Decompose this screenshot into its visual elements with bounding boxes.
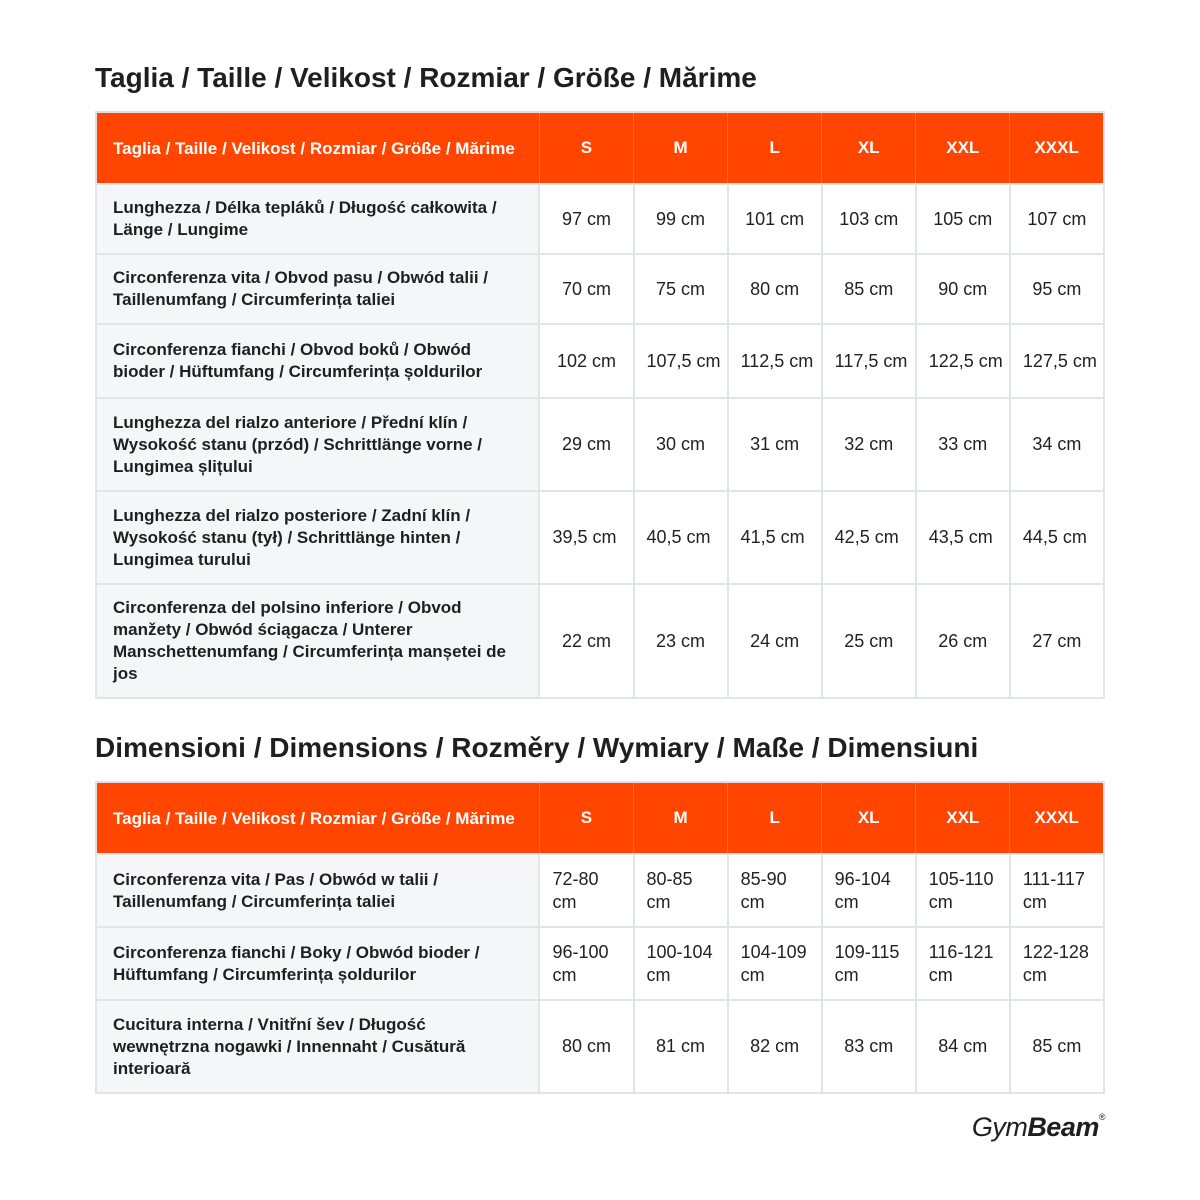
table-header-row [96, 112, 1104, 184]
table-cell: 44,5 cm [1010, 491, 1104, 584]
table-row [96, 324, 1104, 398]
header-size-xl: XL [822, 112, 916, 184]
table-cell: 24 cm [728, 584, 822, 698]
table-cell: 25 cm [822, 584, 916, 698]
table-cell: 82 cm [728, 1000, 822, 1093]
table-row [96, 398, 1104, 491]
table-cell: 107 cm [1010, 184, 1104, 254]
table-header-row [96, 782, 1104, 854]
table-cell: 41,5 cm [728, 491, 822, 584]
table-row [96, 184, 1104, 254]
table-cell: 96-100 cm [539, 927, 633, 1000]
registered-mark: ® [1098, 1112, 1105, 1122]
table-cell: 83 cm [822, 1000, 916, 1093]
header-size-m: M [634, 782, 728, 854]
table-cell: 30 cm [634, 398, 728, 491]
table-cell: 105-110 cm [916, 854, 1010, 927]
table-cell: 122-128 cm [1010, 927, 1104, 1000]
table-cell: 80 cm [539, 1000, 633, 1093]
table-cell: 122,5 cm [916, 324, 1010, 398]
table-cell: 85 cm [1010, 1000, 1104, 1093]
table-row [96, 584, 1104, 698]
table-cell: 90 cm [916, 254, 1010, 324]
row-label: Lunghezza del rialzo anteriore / Přední klín / Wysokość stanu (przód) / Schrittlänge vorne / Lungimea șlițului [96, 398, 539, 491]
header-size-xxl: XXL [916, 782, 1010, 854]
table-cell: 101 cm [728, 184, 822, 254]
table-cell: 31 cm [728, 398, 822, 491]
table-cell: 42,5 cm [822, 491, 916, 584]
table-row [96, 854, 1104, 927]
table-cell: 102 cm [539, 324, 633, 398]
table-cell: 112,5 cm [728, 324, 822, 398]
table-row [96, 491, 1104, 584]
table-cell: 40,5 cm [634, 491, 728, 584]
row-label: Circonferenza del polsino inferiore / Obvod manžety / Obwód ściągacza / Unterer Manschettenumfang / Circumferința manșetei de jos [96, 584, 539, 698]
row-label: Circonferenza fianchi / Boky / Obwód bioder / Hüftumfang / Circumferința șoldurilor [96, 927, 539, 1000]
table-cell: 116-121 cm [916, 927, 1010, 1000]
table-row [96, 927, 1104, 1000]
header-label-cell: Taglia / Taille / Velikost / Rozmiar / Größe / Mărime [96, 112, 539, 184]
header-size-xxxl: XXXL [1010, 112, 1104, 184]
row-label: Lunghezza / Délka tepláků / Długość całkowita / Länge / Lungime [96, 184, 539, 254]
table-cell: 22 cm [539, 584, 633, 698]
header-size-s: S [539, 112, 633, 184]
table-cell: 99 cm [634, 184, 728, 254]
table-cell: 117,5 cm [822, 324, 916, 398]
header-size-s: S [539, 782, 633, 854]
table-cell: 29 cm [539, 398, 633, 491]
table-cell: 27 cm [1010, 584, 1104, 698]
table-row [96, 254, 1104, 324]
table-cell: 80 cm [728, 254, 822, 324]
table-cell: 105 cm [916, 184, 1010, 254]
size-table [95, 111, 1105, 699]
table-cell: 103 cm [822, 184, 916, 254]
header-size-xl: XL [822, 782, 916, 854]
table-cell: 100-104 cm [634, 927, 728, 1000]
table-cell: 34 cm [1010, 398, 1104, 491]
header-size-m: M [634, 112, 728, 184]
dimensions-table-title: Dimensioni / Dimensions / Rozměry / Wymiary / Maße / Dimensiuni [95, 732, 979, 763]
table-cell: 97 cm [539, 184, 633, 254]
row-label: Circonferenza vita / Obvod pasu / Obwód talii / Taillenumfang / Circumferința taliei [96, 254, 539, 324]
table-cell: 39,5 cm [539, 491, 633, 584]
table-cell: 23 cm [634, 584, 728, 698]
table-cell: 127,5 cm [1010, 324, 1104, 398]
table-cell: 111-117 cm [1010, 854, 1104, 927]
logo-text-gym: Gym [971, 1112, 1028, 1142]
table-cell: 43,5 cm [916, 491, 1010, 584]
header-label-cell: Taglia / Taille / Velikost / Rozmiar / Größe / Mărime [96, 782, 539, 854]
row-label: Circonferenza fianchi / Obvod boků / Obwód bioder / Hüftumfang / Circumferința șoldurilor [96, 324, 539, 398]
table-cell: 85 cm [822, 254, 916, 324]
row-label: Circonferenza vita / Pas / Obwód w talii / Taillenumfang / Circumferința taliei [96, 854, 539, 927]
size-table-title: Taglia / Taille / Velikost / Rozmiar / Größe / Mărime [95, 62, 757, 93]
table-cell: 84 cm [916, 1000, 1010, 1093]
table-cell: 85-90 cm [728, 854, 822, 927]
dimensions-table [95, 781, 1105, 1094]
header-size-l: L [728, 782, 822, 854]
table-cell: 70 cm [539, 254, 633, 324]
table-cell: 104-109 cm [728, 927, 822, 1000]
header-size-l: L [728, 112, 822, 184]
table-cell: 80-85 cm [634, 854, 728, 927]
gymbeam-logo [972, 1112, 1105, 1143]
table-cell: 75 cm [634, 254, 728, 324]
table-cell: 26 cm [916, 584, 1010, 698]
table-cell: 96-104 cm [822, 854, 916, 927]
row-label: Lunghezza del rialzo posteriore / Zadní klín / Wysokość stanu (tył) / Schrittlänge hinten / Lungimea turului [96, 491, 539, 584]
table-cell: 109-115 cm [822, 927, 916, 1000]
table-cell: 107,5 cm [634, 324, 728, 398]
table-cell: 95 cm [1010, 254, 1104, 324]
table-cell: 32 cm [822, 398, 916, 491]
table-cell: 81 cm [634, 1000, 728, 1093]
table-cell: 72-80 cm [539, 854, 633, 927]
logo-text-beam: Beam [1027, 1112, 1099, 1142]
row-label: Cucitura interna / Vnitřní šev / Długość wewnętrzna nogawki / Innennaht / Cusătură interioară [96, 1000, 539, 1093]
table-cell: 33 cm [916, 398, 1010, 491]
header-size-xxxl: XXXL [1010, 782, 1104, 854]
table-row [96, 1000, 1104, 1093]
header-size-xxl: XXL [916, 112, 1010, 184]
